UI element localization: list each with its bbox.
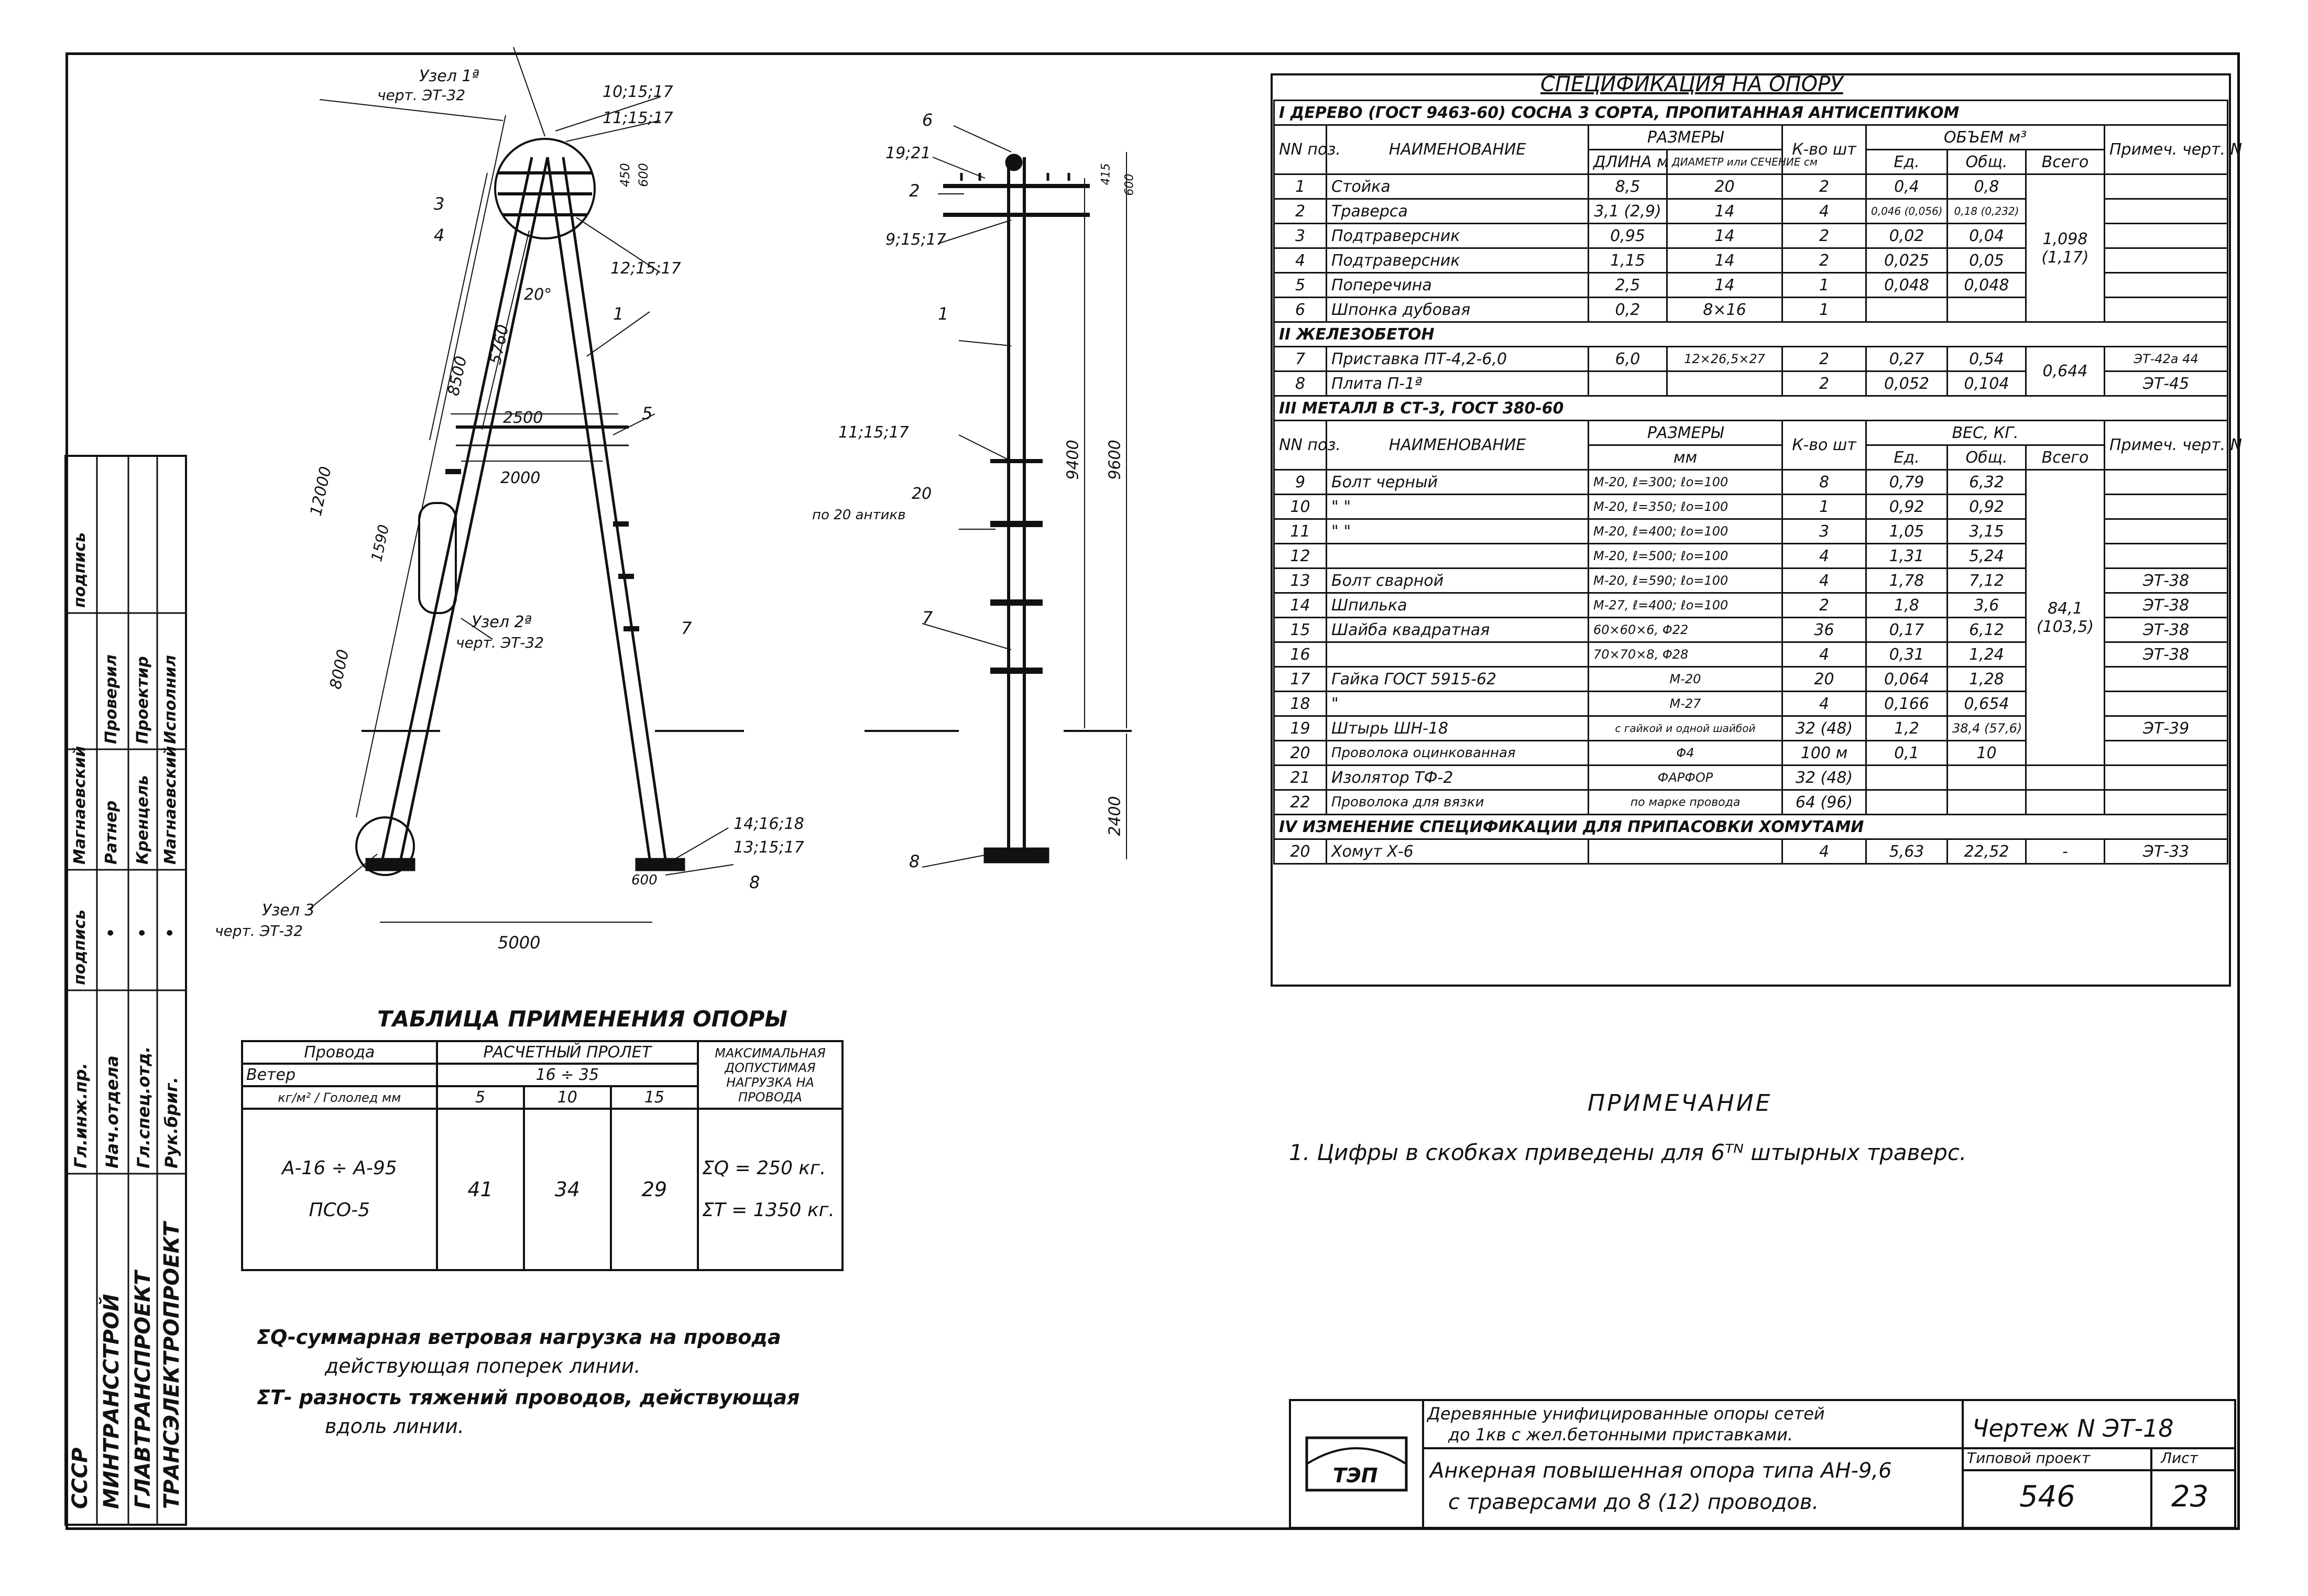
spec-h-note: Примеч. черт. N xyxy=(2105,125,2228,174)
metal-row: 9 Болт черный М-20, ℓ=300; ℓо=100 8 0,79 6,32 84,1 (103,5) xyxy=(1274,470,2228,495)
spec-h3-unit: Ед. xyxy=(1866,445,1948,470)
spec-h-name: НАИМЕНОВАНИЕ xyxy=(1327,125,1589,174)
tb-logo: ТЭП xyxy=(1333,1464,1378,1487)
app-h-veter: Ветер xyxy=(242,1064,437,1086)
stamp-role-4: Рук.бриг. xyxy=(161,1077,181,1168)
concrete-total: 0,644 xyxy=(2026,347,2105,396)
lbl-3: 3 xyxy=(434,194,445,214)
lbl-1590: 1590 xyxy=(368,523,393,563)
app-table-title: ТАБЛИЦА ПРИМЕНЕНИЯ ОПОРЫ xyxy=(377,1006,787,1032)
legend-q1: ΣQ-суммарная ветровая нагрузка на провода xyxy=(257,1326,781,1349)
tb-sheet-no: 23 xyxy=(2171,1480,2209,1514)
app-h-gololed: кг/м² / Гололед мм xyxy=(242,1086,437,1109)
metal-row: 20 Проволока оцинкованная Φ4 100 м 0,1 10 xyxy=(1274,741,2228,766)
app-max-vals xyxy=(698,1109,843,1270)
lbl-600-top: 600 xyxy=(636,163,651,187)
spec-h3-mm: мм xyxy=(1589,445,1782,470)
lbl-13-15-17: 13;15;17 xyxy=(734,838,804,857)
lbl-8: 8 xyxy=(749,872,760,892)
stamp-act-3: Проектир xyxy=(134,656,152,744)
sv-lbl-19-21: 19;21 xyxy=(885,144,931,162)
spec-sec2: II ЖЕЛЕЗОБЕТОН xyxy=(1274,322,2228,347)
metal-row: 13 Болт сварной М-20, ℓ=590; ℓо=100 4 1,78 7,12 ЭТ-38 xyxy=(1274,569,2228,593)
wood-total: 1,098 (1,17) xyxy=(2026,174,2105,322)
sv-lbl-6: 6 xyxy=(922,110,933,130)
lbl-450: 450 xyxy=(617,163,632,187)
legend-q2: действующая поперек линии. xyxy=(325,1354,641,1378)
spec-sec3: III МЕТАЛЛ В СТ-3, ГОСТ 380-60 xyxy=(1274,396,2228,421)
metal-row: 15 Шайба квадратная 60×60×6, Φ22 36 0,17 6,12 ЭТ-38 xyxy=(1274,618,2228,642)
lbl-5000: 5000 xyxy=(498,933,541,953)
app-h-span: РАСЧЕТНЫЙ ПРОЛЕТ xyxy=(437,1041,698,1064)
lbl-uzel1-chert: черт. ЭТ-32 xyxy=(377,86,466,104)
lbl-2000: 2000 xyxy=(500,469,541,487)
stamp-name-3: Кренцель xyxy=(134,775,152,865)
lbl-2500: 2500 xyxy=(503,409,543,427)
stamp-role-1: Гл.инж.пр. xyxy=(71,1063,91,1168)
title-block xyxy=(1289,1399,2236,1529)
stamp-name-2: Ратнер xyxy=(102,800,121,865)
stamp-act-2: Проверил xyxy=(102,654,121,744)
wood-row: 3 Подтраверсник 0,95 14 2 0,02 0,04 xyxy=(1274,224,2228,248)
spec-h3-name: НАИМЕНОВАНИЕ xyxy=(1327,421,1589,470)
application-table xyxy=(241,1040,844,1271)
stamp-org-2: МИНТРАНССТРОЙ xyxy=(100,1294,124,1509)
metal-row: 14 Шпилька М-27, ℓ=400; ℓо=100 2 1,8 3,6 ЭТ-38 xyxy=(1274,593,2228,618)
metal-row: 18 " М-27 4 0,166 0,654 xyxy=(1274,692,2228,716)
lbl-5760: 5760 xyxy=(486,323,513,366)
spec-h3-note: Примеч. черт. N xyxy=(2105,421,2228,470)
app-h-max: МАКСИМАЛЬНАЯ ДОПУСТИМАЯ НАГРУЗКА НА ПРОВОДА xyxy=(698,1041,843,1109)
stamp-sign-4: • xyxy=(161,927,180,938)
spec-table xyxy=(1273,100,2243,865)
wood-row: 6 Шпонка дубовая 0,2 8×16 1 xyxy=(1274,298,2228,322)
sv-lbl-9-15-17: 9;15;17 xyxy=(885,231,946,249)
tb-vline2 xyxy=(2150,1447,2152,1527)
wood-row: 2 Траверса 3,1 (2,9) 14 4 0,046 (0,056) 0,18 (0,232) xyxy=(1274,199,2228,224)
metal-total: 84,1 (103,5) xyxy=(2026,470,2105,766)
app-col-5: 5 xyxy=(437,1086,524,1109)
stamp-name-1: Магнаевский xyxy=(71,746,89,865)
tb-project-label: Типовой проект xyxy=(1967,1449,2091,1467)
app-col-15: 15 xyxy=(611,1086,698,1109)
lbl-11-15-17: 11;15;17 xyxy=(603,109,673,127)
lbl-4: 4 xyxy=(434,225,445,245)
metal-row: 11 " " М-20, ℓ=400; ℓо=100 3 1,05 3,15 xyxy=(1274,519,2228,544)
spec-h-qty: К-во шт xyxy=(1782,125,1866,174)
app-col-10: 10 xyxy=(524,1086,611,1109)
app-wires-2: ПСО-5 xyxy=(309,1199,370,1221)
left-leg xyxy=(382,157,532,859)
lbl-10-15-17: 10;15;17 xyxy=(603,83,673,101)
tb-name1: Анкерная повышенная опора типа АН-9,6 xyxy=(1430,1459,1892,1483)
stamp-org-4: ТРАНСЭЛЕКТРОПРОЕКТ xyxy=(160,1222,184,1509)
sv-lbl-9400: 9400 xyxy=(1064,440,1082,480)
sv-lbl-20-antikv: по 20 антикв xyxy=(812,507,906,523)
tb-project-no: 546 xyxy=(2019,1480,2075,1514)
spec-sec4: IV ИЗМЕНЕНИЕ СПЕЦИФИКАЦИИ ДЛЯ ПРИПАСОВКИ ХОМУТАМИ xyxy=(1274,815,2228,839)
node-1-circle xyxy=(495,139,595,238)
lbl-7: 7 xyxy=(681,618,692,638)
app-h-provod: Провода xyxy=(242,1041,437,1064)
metal-row: 12 М-20, ℓ=500; ℓо=100 4 1,31 5,24 xyxy=(1274,544,2228,569)
stamp-org-1: СССР xyxy=(68,1447,92,1509)
wood-row: 4 Подтраверсник 1,15 14 2 0,025 0,05 xyxy=(1274,248,2228,273)
tb-vline xyxy=(1962,1401,1964,1527)
spec-h-len: ДЛИНА м xyxy=(1589,150,1667,174)
metal-row: 17 Гайка ГОСТ 5915-62 М-20 20 0,064 1,28 xyxy=(1274,667,2228,692)
spec-title: СПЕЦИФИКАЦИЯ НА ОПОРУ xyxy=(1540,72,1843,96)
app-wires xyxy=(242,1109,437,1270)
metal-row: 22 Проволока для вязки по марке провода 64 (96) xyxy=(1274,790,2228,815)
lbl-5: 5 xyxy=(642,403,653,423)
stamp-name-4: Магнаевский xyxy=(161,746,180,865)
lbl-1: 1 xyxy=(613,304,624,324)
tb-logo-cell xyxy=(1291,1401,1424,1527)
lbl-uzel2: Узел 2ª xyxy=(472,613,532,631)
sv-lbl-8: 8 xyxy=(909,851,920,871)
sv-lbl-7: 7 xyxy=(922,608,933,628)
metal-row: 21 Изолятор ТФ-2 ФАРФОР 32 (48) xyxy=(1274,766,2228,790)
sv-lbl-2: 2 xyxy=(909,181,920,201)
lbl-14-16-18: 14;16;18 xyxy=(734,815,804,833)
spec-h3-all: Всего xyxy=(2026,445,2105,470)
spec-h3-total-one: Общ. xyxy=(1948,445,2026,470)
app-val-15: 29 xyxy=(611,1109,698,1270)
note-title: ПРИМЕЧАНИЕ xyxy=(1588,1090,1773,1117)
metal-row: 19 Штырь ШН-18 с гайкой и одной шайбой 32 (48) 1,2 38,4 (57,6) ЭТ-39 xyxy=(1274,716,2228,741)
tb-name2: с траверсами до 8 (12) проводов. xyxy=(1448,1490,1819,1514)
tb-sheet-label: Лист xyxy=(2161,1449,2198,1467)
lbl-12-15-17: 12;15;17 xyxy=(610,259,681,278)
clamp-row: 20 Хомут Х-6 4 5,63 22,52 - ЭТ-33 xyxy=(1274,839,2228,864)
wood-row: 1 Стойка 8,5 20 2 0,4 0,8 1,098 (1,17) xyxy=(1274,174,2228,199)
spec-h3-qty: К-во шт xyxy=(1782,421,1866,470)
lbl-uzel3-chert: черт. ЭТ-32 xyxy=(215,922,303,939)
sv-lbl-2400: 2400 xyxy=(1106,796,1124,836)
lbl-uzel2-chert: черт. ЭТ-32 xyxy=(456,634,544,651)
lbl-8500: 8500 xyxy=(444,354,471,398)
spec-h-dims: РАЗМЕРЫ xyxy=(1589,125,1782,150)
lbl-uzel3: Узел 3 xyxy=(262,901,315,920)
sv-lbl-600: 600 xyxy=(1123,173,1136,196)
app-wires-1: А-16 ÷ А-95 xyxy=(281,1157,397,1179)
metal-row: 16 70×70×8, Φ28 4 0,31 1,24 ЭТ-38 xyxy=(1274,642,2228,667)
spec-h-total-one: Общ. xyxy=(1948,150,2026,174)
spec-h-unit: Ед. xyxy=(1866,150,1948,174)
metal-row: 10 " " М-20, ℓ=350; ℓо=100 1 0,92 0,92 xyxy=(1274,495,2228,519)
stamp-sign-2: • xyxy=(102,927,121,938)
stamp-act-4: Исполнил xyxy=(161,655,180,744)
app-h-gololed-text: Гололед мм xyxy=(323,1090,401,1105)
app-val-5: 41 xyxy=(437,1109,524,1270)
concrete-row: 7 Приставка ПТ-4,2-6,0 6,0 12×26,5×27 2 0,27 0,54 0,644 ЭТ-42а 44 xyxy=(1274,347,2228,371)
tb-desc1: Деревянные унифицированные опоры сетей xyxy=(1427,1404,1825,1424)
tb-hline2 xyxy=(1962,1469,2234,1471)
lbl-12000: 12000 xyxy=(307,465,335,518)
stamp-role-3: Гл.спец.отд. xyxy=(134,1046,154,1168)
spec-h-dia: ДИАМЕТР или СЕЧЕНИЕ см xyxy=(1667,150,1782,174)
app-h-unit: кг/м² xyxy=(278,1090,311,1105)
note-text: 1. Цифры в скобках приведены для 6ᵀᴺ штырных траверс. xyxy=(1289,1140,1967,1165)
sv-lbl-415: 415 xyxy=(1099,163,1113,185)
lbl-uzel1: Узел 1ª xyxy=(419,67,479,85)
lbl-600: 600 xyxy=(631,872,658,888)
tb-desc2: до 1кв с жел.бетонными приставками. xyxy=(1448,1425,1793,1445)
sv-lbl-20: 20 xyxy=(912,485,932,503)
app-max-t: ΣТ = 1350 кг. xyxy=(702,1199,835,1221)
stamp-sign-1: подпись xyxy=(71,909,89,985)
app-val-10: 34 xyxy=(524,1109,611,1270)
spec-h3-sizes: РАЗМЕРЫ xyxy=(1589,421,1782,445)
spec-h3-weight: ВЕС, КГ. xyxy=(1866,421,2105,445)
spec-h-all: Всего xyxy=(2026,150,2105,174)
sv-lbl-9600: 9600 xyxy=(1106,440,1124,480)
app-h-range: 16 ÷ 35 xyxy=(437,1064,698,1086)
wood-row: 5 Поперечина 2,5 14 1 0,048 0,048 xyxy=(1274,273,2228,298)
stamp-act-1: подпись xyxy=(71,532,89,608)
stamp-role-2: Нач.отдела xyxy=(102,1055,122,1168)
legend-t1: ΣТ- разность тяжений проводов, действующая xyxy=(257,1386,800,1409)
spec-h3-nn: NN поз. xyxy=(1274,421,1327,470)
spec-h-nn: NN поз. xyxy=(1274,125,1327,174)
tb-hline xyxy=(1422,1447,2234,1449)
sv-lbl-11-15-17: 11;15;17 xyxy=(838,423,909,442)
lbl-8000: 8000 xyxy=(326,648,353,691)
stamp-sign-3: • xyxy=(134,927,152,938)
app-max-q: ΣQ = 250 кг. xyxy=(702,1157,826,1179)
sv-lbl-1: 1 xyxy=(938,304,949,324)
spec-sec1: I ДЕРЕВО (ГОСТ 9463-60) СОСНА 3 СОРТА, ПРОПИТАННАЯ АНТИСЕПТИКОМ xyxy=(1274,101,2228,125)
tb-drawing: Чертеж N ЭТ-18 xyxy=(1972,1414,2174,1442)
legend-t2: вдоль линии. xyxy=(325,1415,464,1438)
lbl-20deg: 20° xyxy=(524,286,552,304)
spec-h-vol: ОБЪЕМ м³ xyxy=(1866,125,2105,150)
concrete-row: 8 Плита П-1ª 2 0,052 0,104 ЭТ-45 xyxy=(1274,371,2228,396)
stamp-org-3: ГЛАВТРАНСПРОЕКТ xyxy=(131,1271,155,1509)
